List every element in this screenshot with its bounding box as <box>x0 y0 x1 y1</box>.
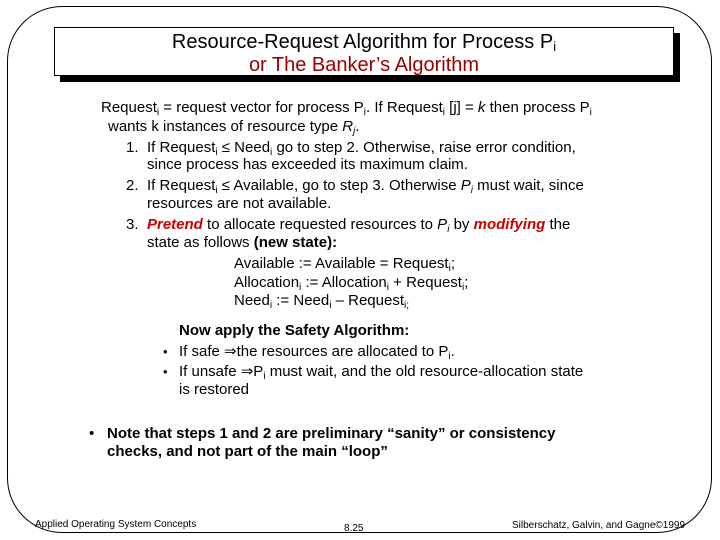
step-3-line-2: state as follows (new state): <box>147 234 338 251</box>
equation-available: Available := Available = Request$_i$; <box>234 255 456 274</box>
title-line-2: or The Banker’s Algorithm <box>248 54 480 76</box>
note-line-2: checks, and not part of the main “loop” <box>107 443 388 460</box>
footer-left: Applied Operating System Concepts <box>35 519 197 530</box>
title-subscript: i <box>553 39 557 54</box>
implies-arrow-icon: ⇒ <box>224 343 237 360</box>
step-2-number: 2. <box>126 177 139 194</box>
safety-heading: Now apply the Safety Algorithm: <box>179 322 410 339</box>
step-2-line-1: If Request$_i$ ≤ Available, go to step 3. Otherwise $P_i$ must wait, since <box>147 177 584 196</box>
title-line-1 <box>55 28 673 54</box>
step-3-number: 3. <box>126 216 139 233</box>
intro-line-2: wants k instances of resource type $R_j$. <box>108 118 360 137</box>
title-text: Resource-Request Algorithm for Process P <box>171 31 554 53</box>
footer-page-number: 8.25 <box>344 523 364 534</box>
step-1-number: 1. <box>126 139 139 156</box>
implies-arrow-icon: ⇒ <box>240 363 254 380</box>
step-1-line-2: since process has exceeded its maximum claim. <box>147 156 468 173</box>
equation-need: Need$_i$ := Need$_i$ – Request$_{i;}$ <box>234 292 409 311</box>
safety-bullet-2-cont: is restored <box>179 381 250 398</box>
intro-line-1: Request$_i$ = request vector for process $P_i$. If Request$_i$ [j] = k then process $P_i$ <box>101 99 592 118</box>
bullet-icon: • <box>89 425 95 442</box>
title-box <box>54 27 674 76</box>
footer-right: Silberschatz, Galvin, and Gagne©1999 <box>512 520 686 531</box>
bullet-icon: • <box>163 364 168 379</box>
equation-allocation: Allocation$_i$ := Allocation$_i$ + Request$_i$; <box>234 274 469 293</box>
safety-bullet-2: If unsafe $\Rightarrow P_i$ must wait, and the old resource-allocation state <box>179 363 584 382</box>
step-3-line-1: Pretend to allocate requested resources to $P_i$ by modifying the <box>147 216 571 235</box>
step-1-line-1: If Request$_i$ ≤ Need$_i$ go to step 2. Otherwise, raise error condition, <box>147 139 576 158</box>
safety-bullet-1: If safe ⇒the resources are allocated to $P_i$. <box>179 343 455 362</box>
note-line-1: Note that steps 1 and 2 are preliminary “sanity” or consistency <box>107 425 556 442</box>
bullet-icon: • <box>163 344 168 359</box>
step-2-line-2: resources are not available. <box>147 195 332 212</box>
